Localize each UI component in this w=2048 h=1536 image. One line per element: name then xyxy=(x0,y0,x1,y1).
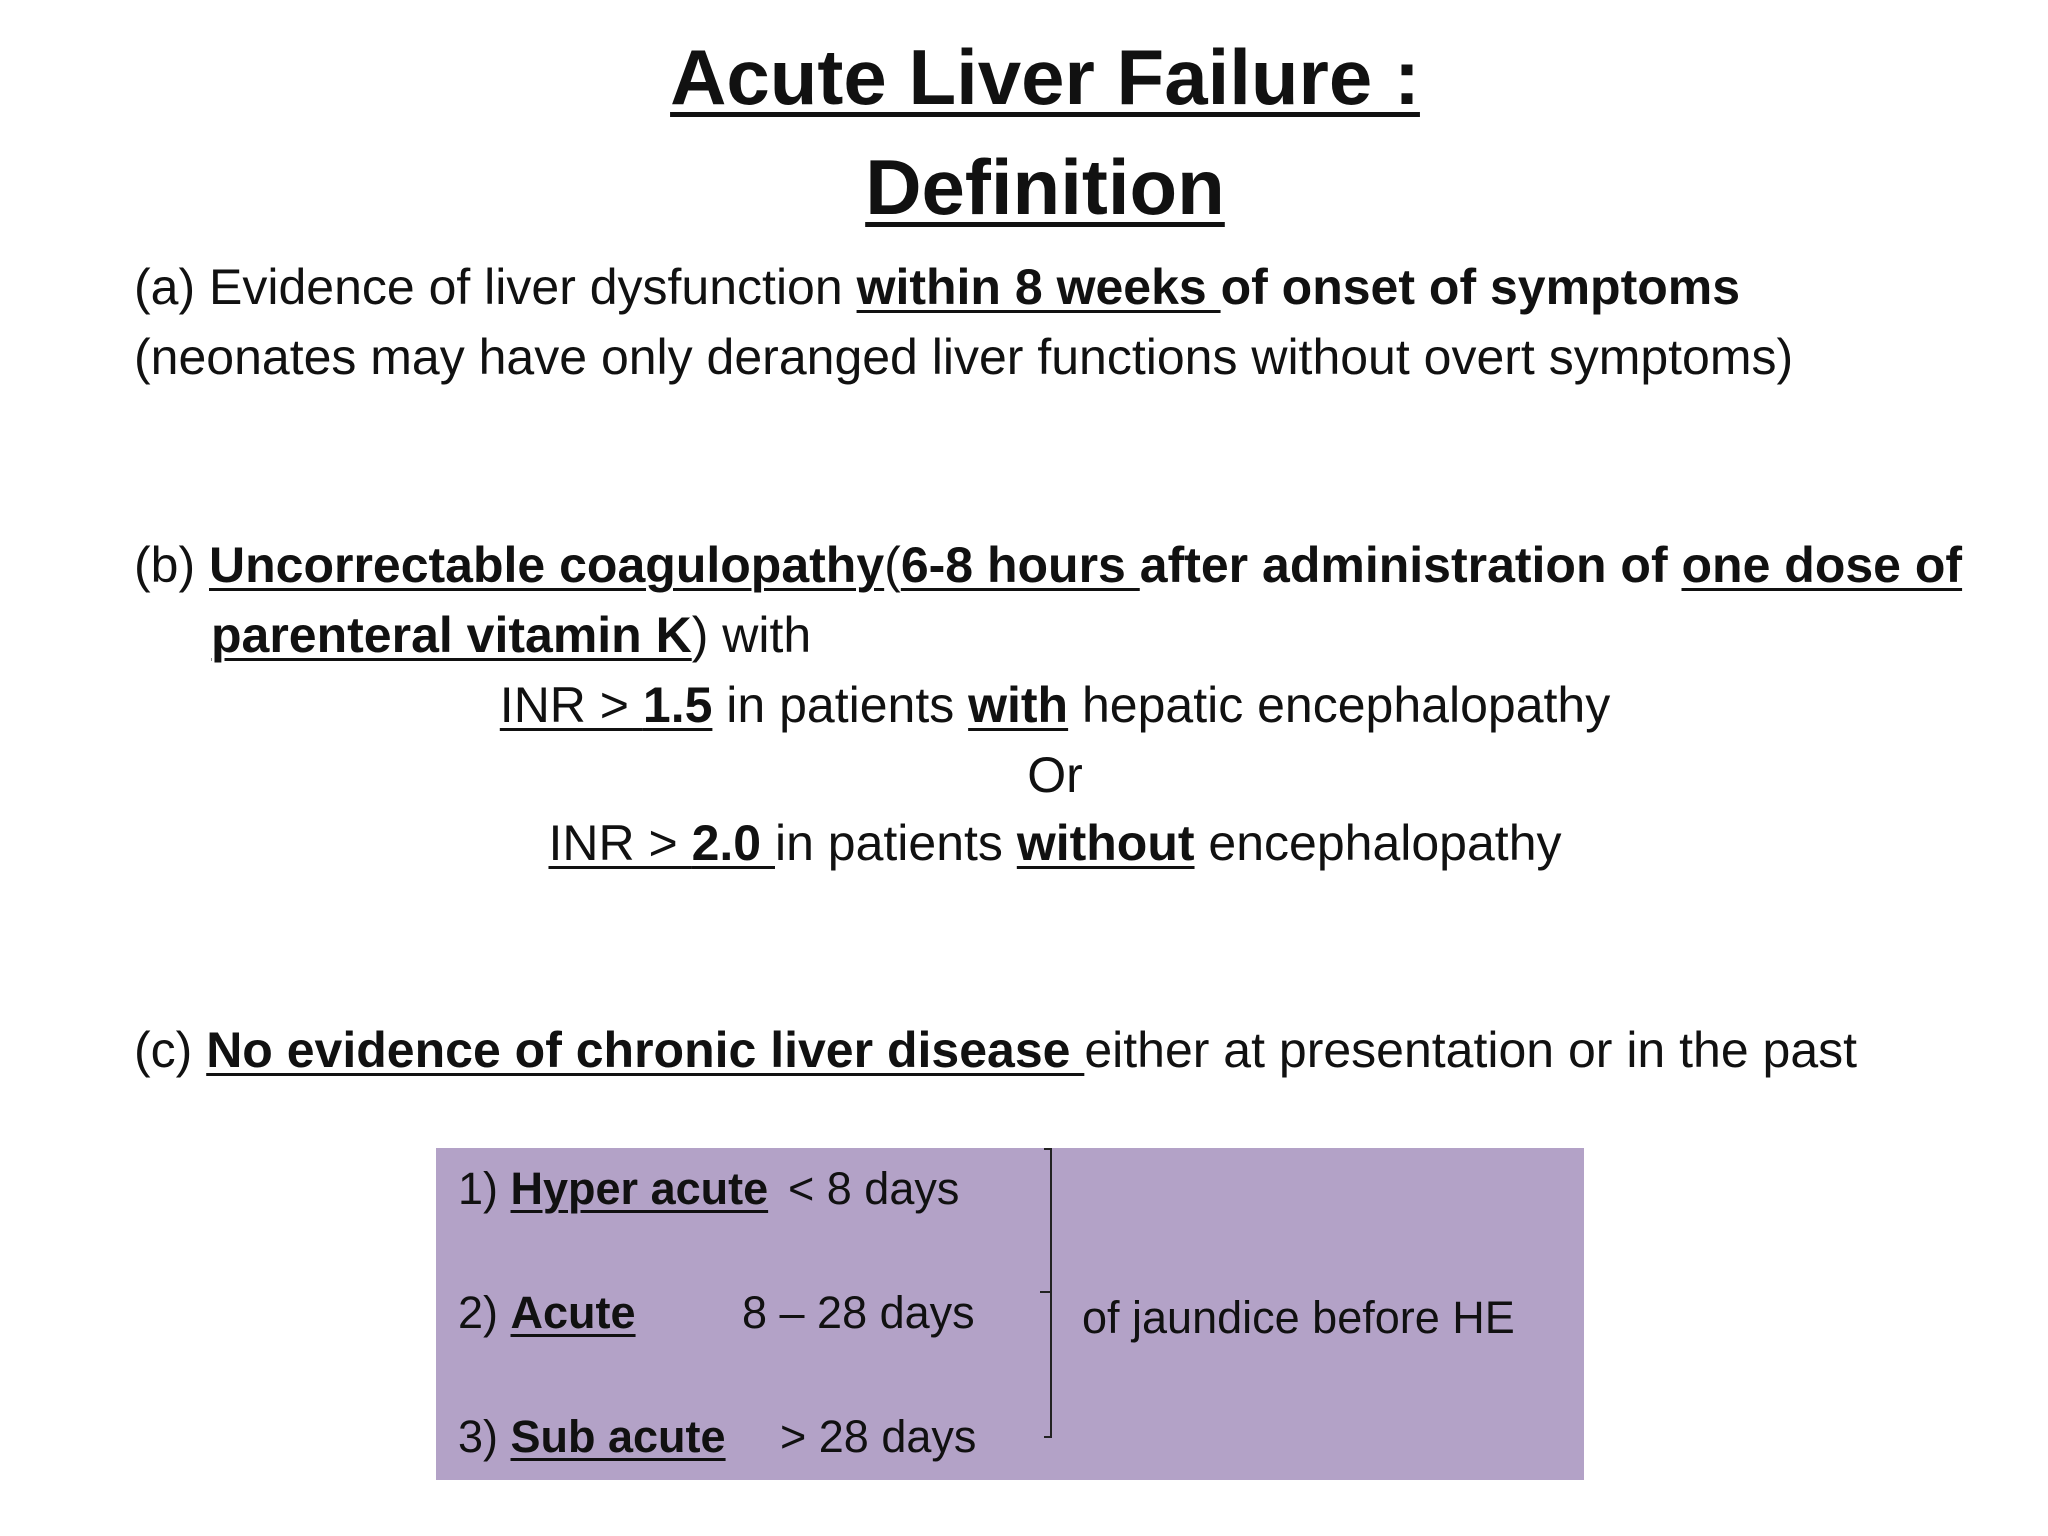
classification-num: 2) xyxy=(458,1287,511,1338)
inr-2-value: 2.0 xyxy=(691,815,775,871)
criterion-a-within: within 8 weeks xyxy=(856,259,1221,315)
inr-1-with: with xyxy=(968,677,1069,733)
title-line-1: Acute Liver Failure : xyxy=(670,33,1420,121)
criterion-a-line-2: (neonates may have only deranged liver functions without overt symptoms) xyxy=(134,329,1794,385)
criterion-c-no-evidence: No evidence of chronic liver disease xyxy=(206,1022,1085,1078)
criterion-b-or: Or xyxy=(1027,747,1083,803)
inr-1-suffix: hepatic encephalopathy xyxy=(1068,677,1611,733)
criterion-b-line-1 xyxy=(134,530,1962,600)
criterion-b-one-dose: one dose of xyxy=(1681,537,1963,593)
classification-num: 1) xyxy=(458,1163,511,1214)
criterion-b-prefix: (b) xyxy=(134,537,209,593)
inr-1-value: 1.5 xyxy=(642,677,713,733)
classification-days-3: > 28 days xyxy=(780,1411,977,1462)
classification-days-1: < 8 days xyxy=(788,1163,960,1214)
classification-name: Acute xyxy=(510,1287,636,1338)
grouping-bracket xyxy=(1040,1148,1052,1438)
inr-2-suffix: encephalopathy xyxy=(1194,815,1562,871)
criterion-b-after: after administration of xyxy=(1139,537,1682,593)
classification-item-3 xyxy=(458,1409,726,1465)
classification-name: Sub acute xyxy=(510,1411,726,1462)
criterion-c-prefix: (c) xyxy=(134,1022,207,1078)
criterion-a-prefix: (a) Evidence of liver dysfunction xyxy=(134,259,857,315)
inr-1-mid: in patients xyxy=(712,677,969,733)
inr-2-label: INR > xyxy=(548,815,692,871)
criterion-b-line-2 xyxy=(211,600,811,670)
criterion-b-parenteral: parenteral vitamin K xyxy=(211,607,692,663)
title-line-2: Definition xyxy=(865,143,1225,231)
slide-title xyxy=(0,22,2048,242)
criterion-b-inr-1 xyxy=(0,670,2048,740)
criterion-b-with-suffix: ) with xyxy=(691,607,812,663)
criterion-b-uncorrectable: Uncorrectable coagulopathy xyxy=(209,537,885,593)
classification-note: of jaundice before HE xyxy=(1082,1292,1515,1343)
criterion-c-suffix: either at presentation or in the past xyxy=(1084,1022,1858,1078)
inr-2-prefix xyxy=(548,815,775,871)
classification-item-1 xyxy=(458,1161,768,1217)
criterion-a-onset: of onset of symptoms xyxy=(1220,259,1741,315)
classification-days-2: 8 – 28 days xyxy=(742,1287,975,1338)
grouping-bracket-tick xyxy=(1040,1291,1050,1293)
classification-num: 3) xyxy=(458,1411,511,1462)
criterion-b-inr-2 xyxy=(0,808,2048,878)
inr-1-label: INR > xyxy=(499,677,643,733)
criterion-b-hours: 6-8 hours xyxy=(900,537,1140,593)
inr-1-prefix xyxy=(500,677,713,733)
inr-2-without: without xyxy=(1016,815,1195,871)
criterion-a-line-1 xyxy=(134,252,1740,322)
classification-item-2 xyxy=(458,1285,636,1341)
classification-box xyxy=(436,1148,1584,1480)
inr-2-mid: in patients xyxy=(774,815,1017,871)
classification-name: Hyper acute xyxy=(510,1163,769,1214)
criterion-c-line xyxy=(134,1015,1857,1085)
criterion-b-paren: ( xyxy=(884,537,901,593)
